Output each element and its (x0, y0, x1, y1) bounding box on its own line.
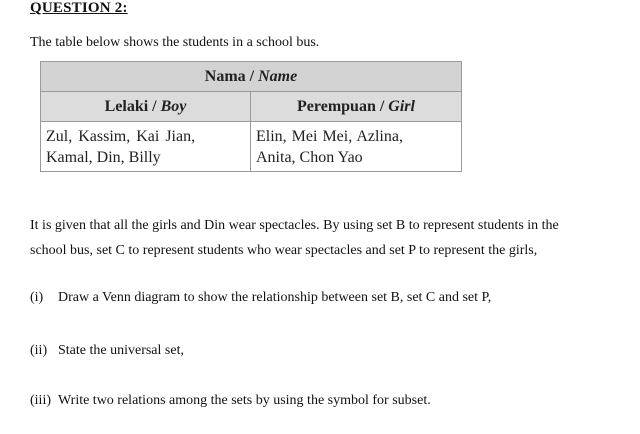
question-item (30, 290, 491, 306)
girls-line-2: Anita, Chon Yao (256, 149, 363, 166)
question-item (30, 393, 431, 409)
question-number: (i) (30, 290, 44, 305)
table-header-row (41, 62, 462, 92)
girls-line-1: Elin, Mei Mei, Azlina, (256, 128, 403, 145)
header-english: Name (258, 67, 298, 85)
boys-cell (41, 122, 251, 172)
paragraph-line-1: It is given that all the girls and Din wear spectacles. By using set B to represent students in the (30, 218, 559, 233)
boy-english: Boy (160, 97, 187, 115)
students-table (40, 61, 462, 172)
column-header-girl (251, 92, 462, 122)
question-number: (iii) (30, 393, 51, 408)
boys-line-2: Kamal, Din, Billy (46, 149, 161, 166)
girl-english: Girl (388, 97, 415, 115)
table-subheader-row (41, 92, 462, 122)
question-text: Draw a Venn diagram to show the relationship between set B, set C and set P, (58, 290, 492, 305)
boys-line-1: Zul, Kassim, Kai Jian, (46, 128, 196, 145)
problem-paragraph (30, 214, 620, 263)
header-malay: Nama / (204, 67, 259, 85)
question-text: State the universal set, (58, 343, 184, 358)
question-title: QUESTION 2: (30, 0, 128, 16)
girls-cell (251, 122, 462, 172)
table-header-name (41, 62, 462, 92)
question-number: (ii) (30, 343, 48, 358)
question-text: Write two relations among the sets by using the symbol for subset. (58, 393, 431, 408)
question-item (30, 343, 184, 359)
paragraph-line-2: school bus, set C to represent students who wear spectacles and set P to represent the girls, (30, 242, 538, 258)
boy-malay: Lelaki / (104, 97, 161, 115)
girl-malay: Perempuan / (297, 97, 389, 115)
column-header-boy (41, 92, 251, 122)
table-row (41, 122, 462, 172)
intro-text: The table below shows the students in a school bus. (30, 35, 320, 50)
